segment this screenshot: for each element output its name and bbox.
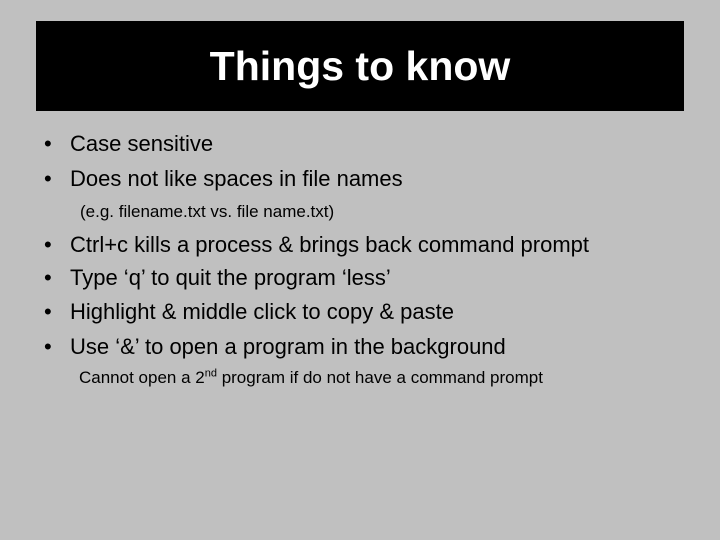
bullet-glyph: • <box>44 232 52 257</box>
bullet-glyph: • <box>44 166 52 191</box>
bullet-text: Ctrl+c kills a process & brings back command prompt <box>70 232 590 257</box>
bullet-text: Does not like spaces in file names <box>70 166 403 191</box>
sub-note-text-before: Cannot open a 2 <box>79 368 205 387</box>
bullet-glyph: • <box>44 334 52 359</box>
bullet-item <box>44 166 403 192</box>
bullet-glyph: • <box>44 131 52 156</box>
sub-note-command-prompt <box>79 368 543 388</box>
bullet-text: Use ‘&’ to open a program in the background <box>70 334 506 359</box>
bullet-glyph: • <box>44 265 52 290</box>
sub-note-filename-example: (e.g. filename.txt vs. file name.txt) <box>80 202 335 221</box>
bullet-text: Case sensitive <box>70 131 214 156</box>
bullet-item <box>44 334 506 360</box>
bullet-item <box>44 299 454 325</box>
bullet-text: Highlight & middle click to copy & paste <box>70 299 454 324</box>
ordinal-superscript: nd <box>204 367 217 380</box>
bullet-item <box>44 265 391 291</box>
bullet-glyph: • <box>44 299 52 324</box>
bullet-item <box>44 232 589 258</box>
bullet-text: Type ‘q’ to quit the program ‘less’ <box>70 265 391 290</box>
slide-title: Things to know <box>209 42 511 89</box>
bullet-item <box>44 131 213 157</box>
sub-note-text-after: program if do not have a command prompt <box>216 368 543 387</box>
